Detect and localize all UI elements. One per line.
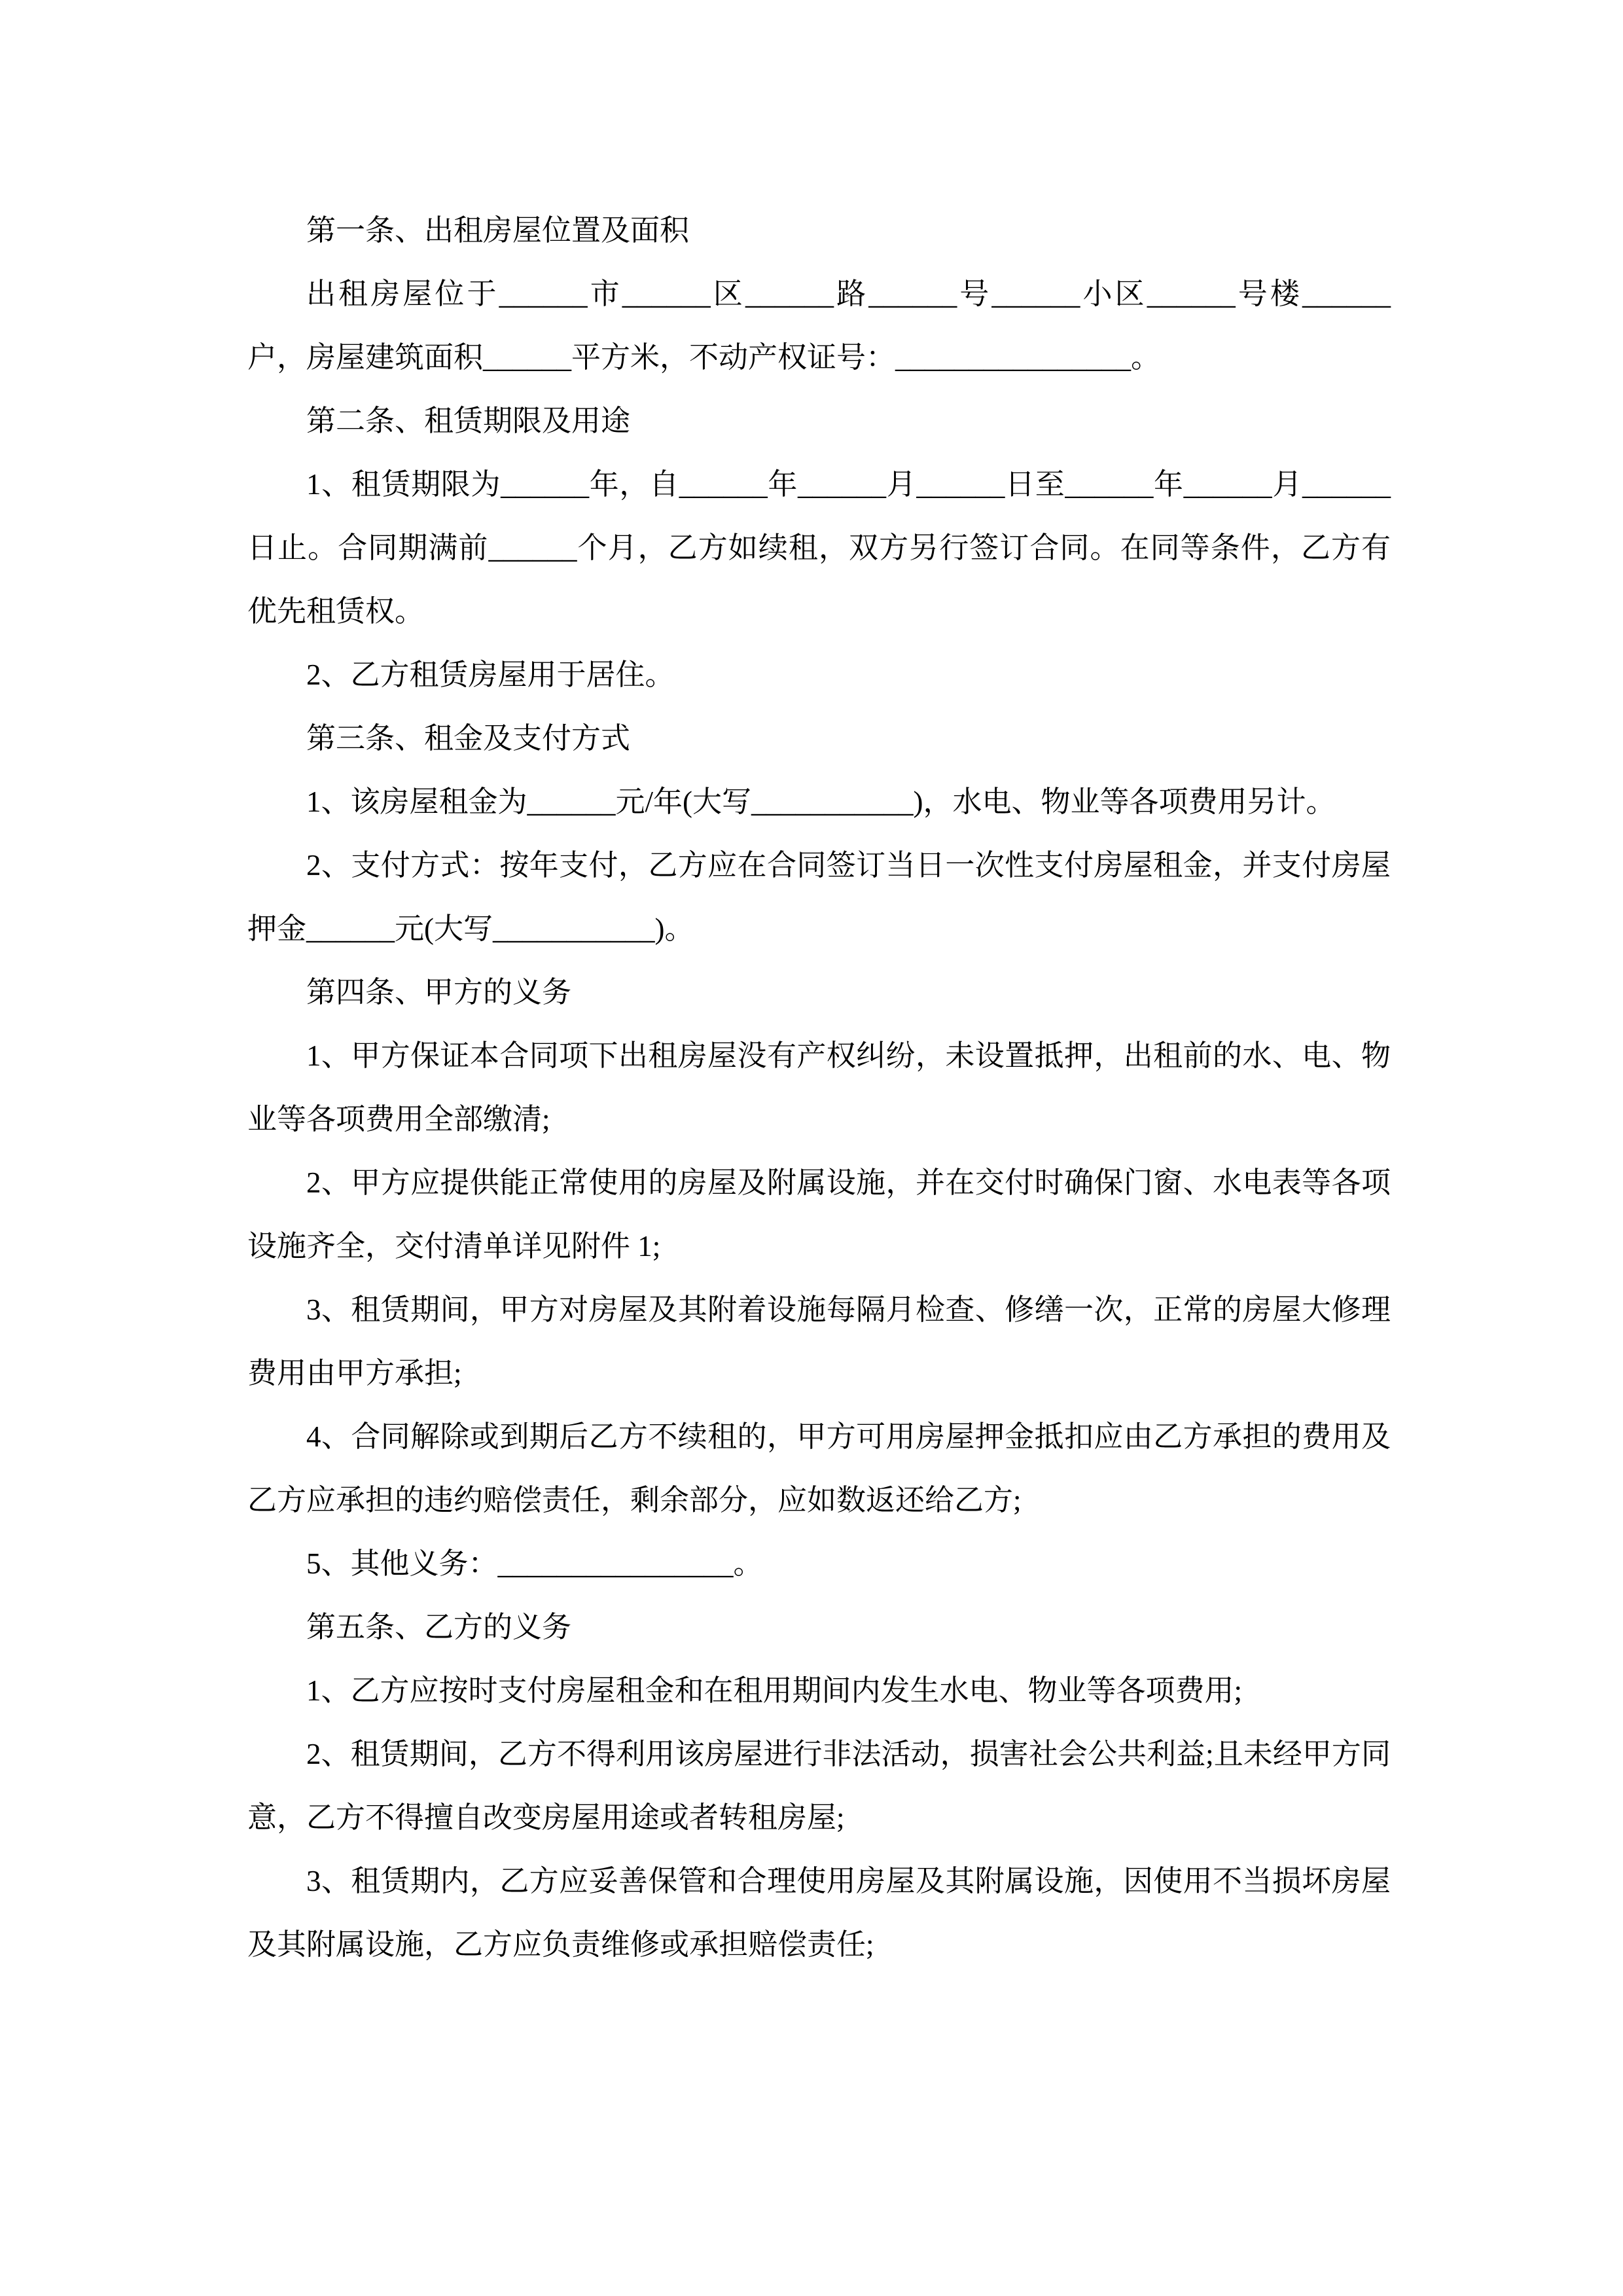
contract-paragraph: 1、租赁期限为______年，自______年______月______日至______年______月______日止。合同期满前______个月，乙方如续租，双方另行签订合同。在同等条件，乙方有优先租赁权。: [247, 468, 1391, 628]
contract-paragraph: 2、支付方式：按年支付，乙方应在合同签订当日一次性支付房屋租金，并支付房屋押金______元(大写___________)。: [247, 849, 1391, 945]
section-heading: 第一条、出租房屋位置及面积: [306, 214, 690, 247]
contract-paragraph: 4、合同解除或到期后乙方不续租的，甲方可用房屋押金抵扣应由乙方承担的费用及乙方应承担的违约赔偿责任，剩余部分，应如数返还给乙方;: [247, 1420, 1391, 1516]
contract-paragraph: 出租房屋位于______市______区______路______号______小区______号楼______户，房屋建筑面积______平方米，不动产权证号：________________。: [247, 278, 1391, 374]
contract-paragraph: 2、租赁期间，乙方不得利用该房屋进行非法活动，损害社会公共利益;且未经甲方同意，乙方不得擅自改变房屋用途或者转租房屋;: [247, 1738, 1391, 1834]
contract-paragraph: 2、乙方租赁房屋用于居住。: [306, 658, 675, 691]
section-heading: 第二条、租赁期限及用途: [306, 404, 631, 437]
contract-paragraph: 1、甲方保证本合同项下出租房屋没有产权纠纷，未设置抵押，出租前的水、电、物业等各项费用全部缴清;: [247, 1039, 1391, 1136]
contract-paragraph: 2、甲方应提供能正常使用的房屋及附属设施，并在交付时确保门窗、水电表等各项设施齐全，交付清单详见附件 1;: [247, 1166, 1391, 1263]
contract-paragraph: 3、租赁期内，乙方应妥善保管和合理使用房屋及其附属设施，因使用不当损坏房屋及其附属设施，乙方应负责维修或承担赔偿责任;: [247, 1865, 1391, 1961]
section-heading: 第五条、乙方的义务: [306, 1611, 572, 1643]
contract-paragraph: 5、其他义务：________________。: [306, 1547, 763, 1580]
contract-paragraph: 1、该房屋租金为______元/年(大写___________)，水电、物业等各项费用另计。: [306, 785, 1336, 818]
section-heading: 第三条、租金及支付方式: [306, 722, 631, 755]
contract-paragraph: 1、乙方应按时支付房屋租金和在租用期间内发生水电、物业等各项费用;: [306, 1674, 1243, 1707]
section-heading: 第四条、甲方的义务: [306, 976, 572, 1009]
contract-paragraph: 3、租赁期间，甲方对房屋及其附着设施每隔月检查、修缮一次，正常的房屋大修理费用由甲方承担;: [247, 1293, 1391, 1390]
